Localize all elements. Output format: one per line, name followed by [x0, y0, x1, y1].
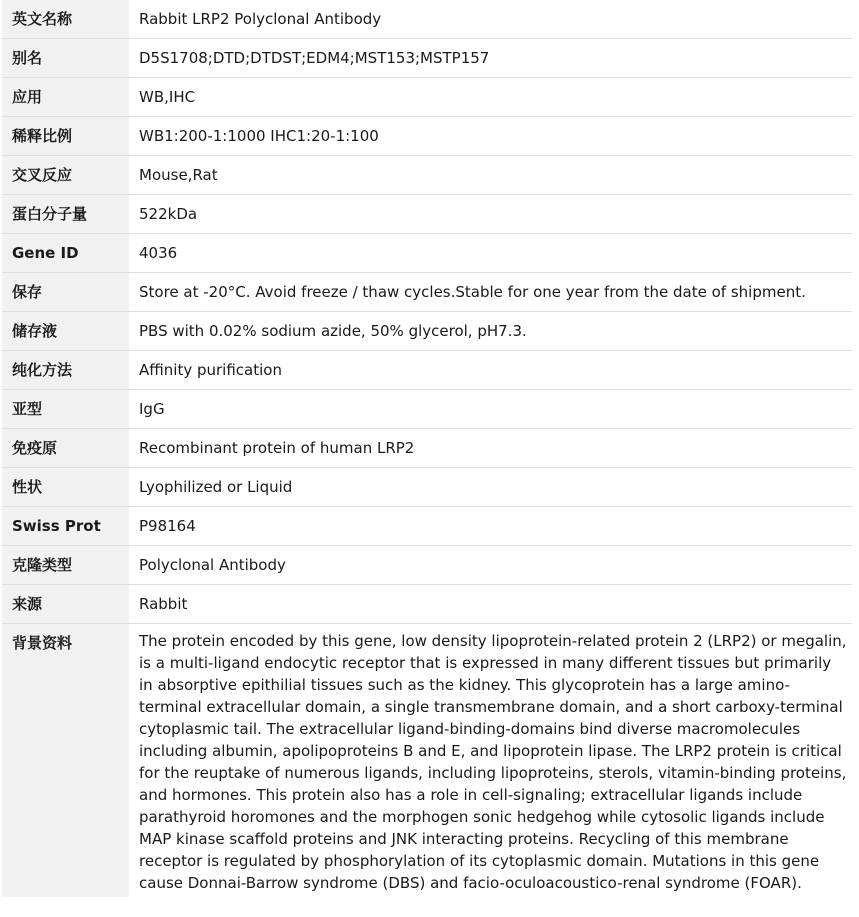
- row-english-name: [2, 0, 852, 39]
- row-value: Store at -20°C. Avoid freeze / thaw cycles.Stable for one year from the date of shipment.: [129, 273, 852, 312]
- row-label: 来源: [2, 585, 129, 624]
- row-host: [2, 585, 852, 624]
- row-swiss-prot: [2, 507, 852, 546]
- row-label: Gene ID: [2, 234, 129, 273]
- row-value: Lyophilized or Liquid: [129, 468, 852, 507]
- row-application: [2, 78, 852, 117]
- row-label: 克隆类型: [2, 546, 129, 585]
- row-clonality: [2, 546, 852, 585]
- row-label: 性状: [2, 468, 129, 507]
- row-gene-id: [2, 234, 852, 273]
- row-molecular-weight: [2, 195, 852, 234]
- row-label: 纯化方法: [2, 351, 129, 390]
- row-value: Rabbit: [129, 585, 852, 624]
- row-value: Mouse,Rat: [129, 156, 852, 195]
- row-label: 亚型: [2, 390, 129, 429]
- row-label: 免疫原: [2, 429, 129, 468]
- row-value: P98164: [129, 507, 852, 546]
- row-label: 稀释比例: [2, 117, 129, 156]
- background-paragraph: The protein encoded by this gene, low density lipoprotein-related protein 2 (LRP2) or megalin, is a multi-ligand endocytic receptor that is expressed in many different tissues but primarily in absorptive epithilial tissues such as the kidney. This glycoprotein has a large amino-terminal extracellular domain, a single transmembrane domain, and a short carboxy-terminal cytoplasmic tail. The extracellular ligand-binding-domains bind diverse macromolecules including albumin, apolipoproteins B and E, and lipoprotein lipase. The LRP2 protein is critical for the reuptake of numerous ligands, including lipoproteins, sterols, vitamin-binding proteins, and hormones. This protein also has a role in cell-signaling; extracellular ligands include parathyroid horomones and the morphogen sonic hedgehog while cytosolic ligands include MAP kinase scaffold proteins and JNK interacting proteins. Recycling of this membrane receptor is regulated by phosphorylation of its cytoplasmic domain. Mutations in this gene cause Donnai-Barrow syndrome (DBS) and facio-oculoacoustico-renal syndrome (FOAR).: [129, 624, 852, 898]
- row-label: 保存: [2, 273, 129, 312]
- row-label: 蛋白分子量: [2, 195, 129, 234]
- row-value: Rabbit LRP2 Polyclonal Antibody: [129, 0, 852, 39]
- row-immunogen: [2, 429, 852, 468]
- row-value: PBS with 0.02% sodium azide, 50% glycerol, pH7.3.: [129, 312, 852, 351]
- row-value: WB1:200-1:1000 IHC1:20-1:100: [129, 117, 852, 156]
- row-label: 英文名称: [2, 0, 129, 39]
- row-purification: [2, 351, 852, 390]
- row-form: [2, 468, 852, 507]
- row-label: 储存液: [2, 312, 129, 351]
- row-dilution: [2, 117, 852, 156]
- row-label: Swiss Prot: [2, 507, 129, 546]
- row-value: D5S1708;DTD;DTDST;EDM4;MST153;MSTP157: [129, 39, 852, 78]
- row-value: Recombinant protein of human LRP2: [129, 429, 852, 468]
- row-label: 别名: [2, 39, 129, 78]
- row-alias: [2, 39, 852, 78]
- row-background: [2, 624, 852, 898]
- row-cross-reactivity: [2, 156, 852, 195]
- row-value: IgG: [129, 390, 852, 429]
- row-value: Affinity purification: [129, 351, 852, 390]
- row-label: 应用: [2, 78, 129, 117]
- row-label: 交叉反应: [2, 156, 129, 195]
- row-label: 背景资料: [2, 624, 129, 898]
- row-value: 522kDa: [129, 195, 852, 234]
- row-value: WB,IHC: [129, 78, 852, 117]
- row-isotype: [2, 390, 852, 429]
- row-buffer: [2, 312, 852, 351]
- row-storage: [2, 273, 852, 312]
- product-spec-table: [2, 0, 852, 897]
- row-value: 4036: [129, 234, 852, 273]
- row-value: Polyclonal Antibody: [129, 546, 852, 585]
